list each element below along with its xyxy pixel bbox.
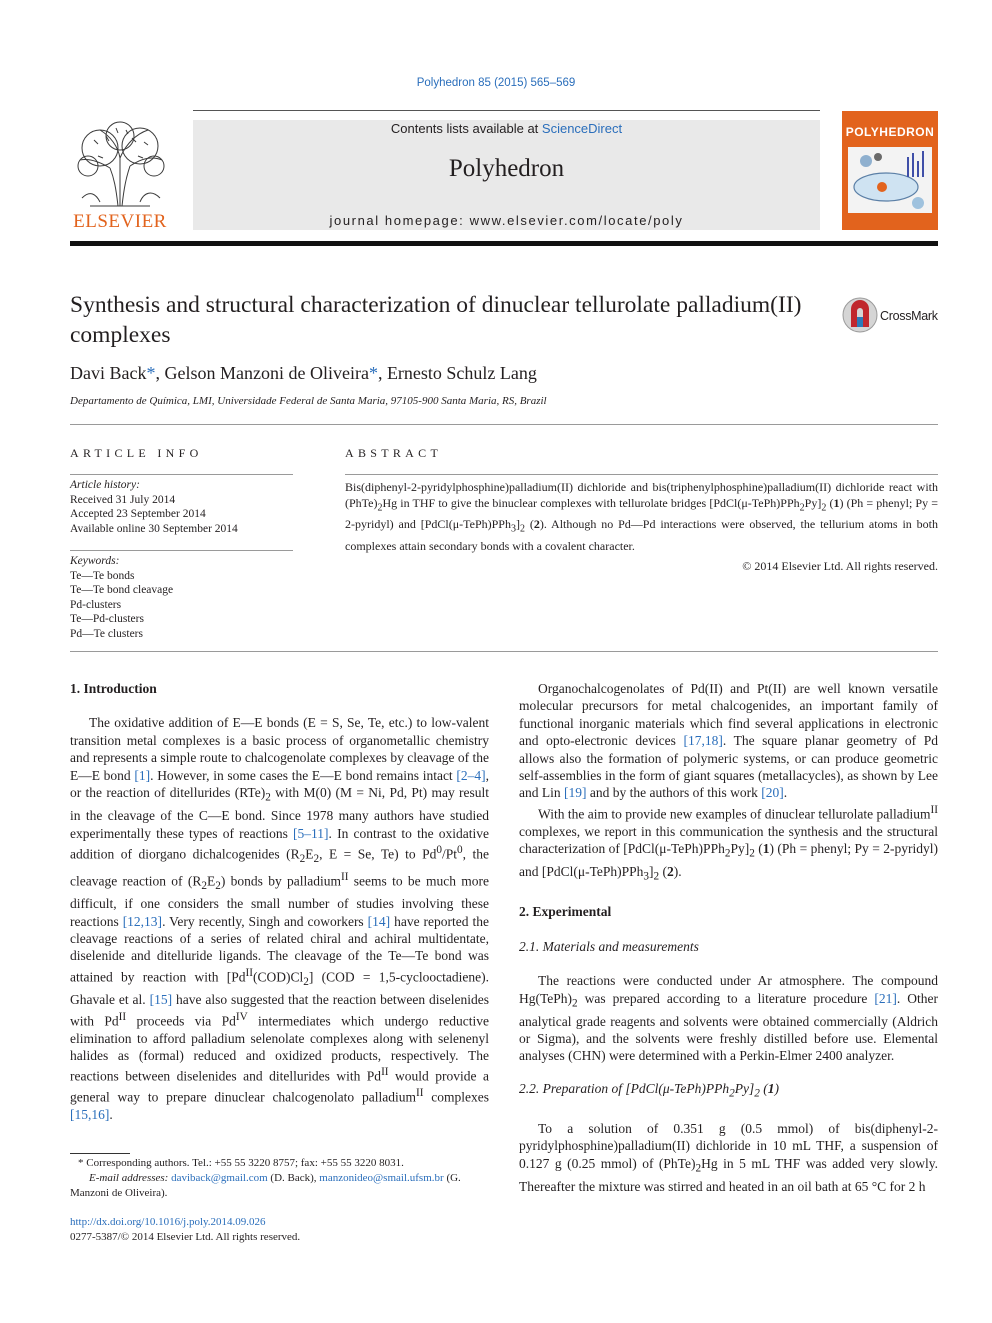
history-online: Available online 30 September 2014 xyxy=(70,522,238,535)
journal-cover-thumbnail[interactable] xyxy=(842,111,938,230)
intro-paragraph-2: Organochalcogenolates of Pd(II) and Pt(II) are well known versatile molecular precursors for metal chalcogenides, an important family of functional inorganic materials which find several applications in electronic and opto-electronic devices [17,18]. The square planar geometry of Pd allows also the formation of polymeric systems, or can produce geometric self-assemblies in the form of giant squares (metallacycles), as shown by Lee and Lin [19] and by the authors of this work [20]. xyxy=(519,681,938,801)
history-received: Received 31 July 2014 xyxy=(70,493,176,506)
cover-title: POLYHEDRON xyxy=(845,125,935,139)
keywords-label: Keywords: xyxy=(70,555,120,567)
header-rule xyxy=(193,110,820,111)
keyword: Te—Te bond cleavage xyxy=(70,584,174,596)
crossmark-icon xyxy=(842,297,878,333)
experimental-paragraph-2: To a solution of 0.351 g (0.5 mmol) of bis(diphenyl-2-pyridylphosphine)palladium(II) dichloride in 10 mL THF, a suspension of 0.127 g (0.25 mmol) of $(PhTe)_2Hg$ in 5 mL THF was added very slowly. Thereafter the mixture was stirred and heated in an oil bath at 65 °C for 2 h xyxy=(519,1120,938,1194)
article-info-heading: ARTICLE INFO xyxy=(70,446,203,460)
reference-link[interactable]: [20] xyxy=(761,785,784,801)
reference-link[interactable]: [15,16] xyxy=(70,1107,110,1123)
intro-paragraph-3: With the aim to provide new examples of dinuclear tellurolate palladium$^{II}$ complexes, we report in this communication the synthesis and the structural characterization of $[PdCl(\mu-TePh)PPh_2Py]_2$ (1) (Ph = phenyl; Py = 2-pyridyl) and $[PdCl(\mu-TePh)PPh_3]_2$ (2). xyxy=(519,803,938,883)
history-accepted: Accepted 23 September 2014 xyxy=(70,508,206,520)
article-history xyxy=(70,478,238,536)
compound-number: 1 xyxy=(833,496,840,510)
reference-link[interactable]: [19] xyxy=(564,785,587,801)
body-right-column xyxy=(519,680,938,1195)
compound-number: 2 xyxy=(533,517,540,532)
crossmark-label[interactable]: CrossMark xyxy=(880,309,938,323)
subsection-heading-preparation: 2.2. Preparation of $[PdCl(\mu-TePh)PPh_2Py]_2$ (1) xyxy=(519,1080,780,1100)
journal-title[interactable]: Polyhedron xyxy=(448,155,565,182)
author-separator: , xyxy=(377,363,387,383)
issn-copyright: 0277-5387/© 2014 Elsevier Ltd. All rights reserved. xyxy=(70,1231,301,1243)
author-separator: , xyxy=(155,363,165,383)
contents-prefix: Contents lists available at xyxy=(390,121,542,136)
section-heading-experimental: 2. Experimental xyxy=(519,904,612,920)
corresponding-footnote: * Corresponding authors. Tel.: +55 55 3220 8757; fax: +55 55 3220 8031. xyxy=(78,1157,404,1169)
keyword: Pd—Te clusters xyxy=(70,627,143,640)
author-name: Ernesto Schulz Lang xyxy=(386,363,537,383)
reference-link[interactable]: [2–4] xyxy=(456,767,486,783)
footnote-rule xyxy=(70,1153,130,1154)
sciencedirect-link[interactable]: ScienceDirect xyxy=(541,121,623,136)
section-rule xyxy=(70,651,938,652)
section-rule xyxy=(70,424,938,425)
abstract-heading: ABSTRACT xyxy=(345,446,443,460)
email-footnote: E-mail addresses: daviback@gmail.com (D. Back), manzonideo@smail.ufsm.br (G. Manzoni de Oliveira). xyxy=(70,1172,461,1199)
section-heading-introduction: 1. Introduction xyxy=(70,681,157,696)
keyword: Pd-clusters xyxy=(70,598,122,611)
publisher-logo-text: ELSEVIER xyxy=(73,211,167,232)
corresponding-author-mark[interactable]: * xyxy=(368,363,378,383)
article-info-rule xyxy=(70,474,293,475)
subsection-heading-materials: 2.1. Materials and measurements xyxy=(519,938,699,954)
keywords-list xyxy=(70,554,173,641)
author-affiliation: Departamento de Química, LMI, Universidade Federal de Santa Maria, 97105-900 Santa Maria, RS, Brazil xyxy=(70,395,547,407)
keyword: Te—Pd-clusters xyxy=(70,613,144,625)
abstract-body: Bis(diphenyl-2-pyridylphosphine)palladium(II) dichloride and bis(triphenylphosphine)palladium(II) dichloride react with $(PhTe)_2Hg$ in THF to give the binuclear complexes with tellurolate bridges $[PdCl(\mu-TePh)PPh_2Py]_2$ (1) (Ph = phenyl; Py = 2-pyridyl) and $[PdCl(\mu-TePh)PPh_3]_2$ (2). Although no Pd—Pd interactions were observed, the tellurium atoms in both complexes attain secondary bonds with a covalent character. xyxy=(345,480,939,553)
article-title: Synthesis and structural characterization of dinuclear tellurolate palladium(II) complexes xyxy=(70,292,802,348)
journal-citation[interactable]: Polyhedron 85 (2015) 565–569 xyxy=(416,77,576,89)
author-name: Davi Back xyxy=(70,363,147,383)
reference-link[interactable]: [21] xyxy=(874,990,897,1006)
reference-link[interactable]: [12,13] xyxy=(122,913,163,929)
author-list xyxy=(70,363,537,384)
reference-link[interactable]: [14] xyxy=(367,913,391,929)
keyword: Te—Te bonds xyxy=(70,569,135,582)
abstract-copyright: © 2014 Elsevier Ltd. All rights reserved. xyxy=(742,559,938,573)
email-link[interactable]: manzonideo@smail.ufsm.br xyxy=(319,1172,444,1184)
reference-link[interactable]: [5–11] xyxy=(293,825,329,841)
experimental-paragraph-1: The reactions were conducted under Ar atmosphere. The compound $Hg(TePh)_2$ was prepared according to a literature procedure [21]. Other analytical grade reagents and solvents were obtained commercially (Aldrich or Sigma), and the solvents were freshly distilled before use. Elemental analyses (CHN) were determined with a Perkin-Elmer 2400 analyzer. xyxy=(519,973,938,1064)
elsevier-logo xyxy=(70,118,170,233)
contents-availability xyxy=(193,121,820,136)
abstract-rule xyxy=(345,474,938,475)
history-label: Article history: xyxy=(70,479,140,491)
cover-artwork-icon xyxy=(848,147,932,213)
journal-homepage xyxy=(193,213,820,228)
reference-link[interactable]: [17,18] xyxy=(683,733,723,749)
author-name: Gelson Manzoni de Oliveira xyxy=(164,363,369,383)
intro-paragraph-1: The oxidative addition of E—E bonds (E = S, Se, Te, etc.) to low-valent transition metal complexes is a basic process of organometallic chemistry and represents a simple route to chalcogenolate complexes by cleavage of the E—E bond [1]. However, in some cases the E—E bond remains intact [2–4], or the reaction of ditellurides $(RTe)_2$ with M(0) (M = Ni, Pd, Pt) may result in the cleavage of the C—E bond. Since 1978 many authors have studied experimentally these types of reactions [5–11]. In contrast to the oxidative addition of diorgano dichalcogenides ($R_2E_2$, E = Se, Te) to Pd$^0$/Pt$^0$, the cleavage reaction of $(R_2E_2)$ bonds by palladium$^{II}$ seems to be much more difficult, if one considers the small number of studies involving these reactions [12,13]. Very recently, Singh and coworkers [14] have reported the cleavage reactions of a series of related chiral and achiral multidentate, diselenide and ditelluride ligands. The cleavage of the Te—Te bond was attained by reaction with $[Pd^{II}(COD)Cl_2] (COD$ = 1,5-cyclooctadiene). Ghavale et al. [15] have also suggested that the reaction between diselenides with $Pd^{II}$ proceeds via $Pd^{IV}$ intermediates which undergo reductive elimination to afford palladium selenolate complexes along with selenenyl halides as (formal) reduced and oxidized products, respectively. The reactions between diselenides and ditellurides with $Pd^{II}$ would provide a general way to prepare dinuclear chalcogenolato palladium$^{II}$ complexes [15,16]. xyxy=(70,715,489,1123)
body-left-column xyxy=(70,680,489,1124)
corresponding-author-mark[interactable]: * xyxy=(146,363,156,383)
email-link[interactable]: daviback@gmail.com xyxy=(171,1172,268,1184)
doi-link[interactable]: http://dx.doi.org/10.1016/j.poly.2014.09.026 xyxy=(70,1216,266,1228)
keywords-rule xyxy=(70,550,293,551)
footnotes xyxy=(70,1156,489,1201)
header-thick-rule xyxy=(70,241,938,246)
reference-link[interactable]: [1] xyxy=(134,767,151,783)
homepage-prefix: journal homepage: xyxy=(329,213,470,228)
reference-link[interactable]: [15] xyxy=(149,992,173,1008)
homepage-url-link[interactable]: www.elsevier.com/locate/poly xyxy=(469,213,684,228)
